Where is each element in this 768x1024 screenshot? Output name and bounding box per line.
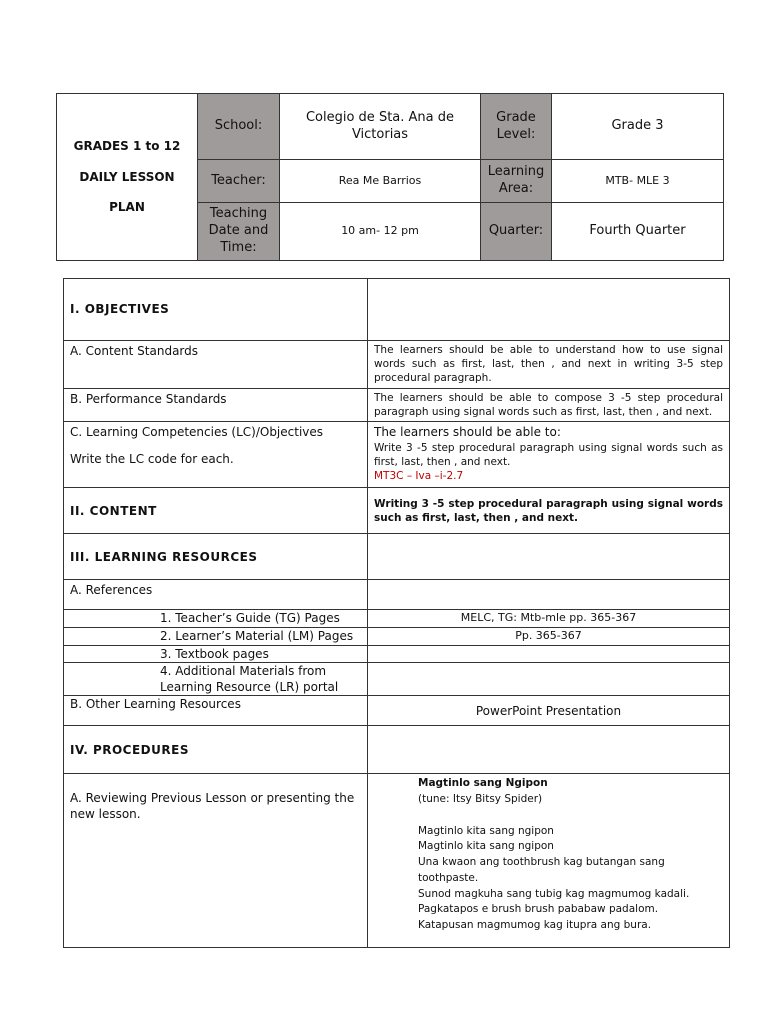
other-resources-value: PowerPoint Presentation bbox=[368, 696, 730, 726]
date-time-label: Teaching Date and Time: bbox=[198, 202, 280, 260]
lc-intro: The learners should be able to: bbox=[374, 425, 561, 440]
school-value: Colegio de Sta. Ana de Victorias bbox=[280, 94, 481, 160]
title-line-2: DAILY LESSON bbox=[79, 169, 175, 184]
date-time-value: 10 am- 12 pm bbox=[280, 202, 481, 260]
song-title: Magtinlo sang Ngipon bbox=[418, 777, 548, 790]
title-line-1: GRADES 1 to 12 bbox=[73, 138, 181, 153]
content-standards-value: The learners should be able to understand how to use signal words such as first, last, then , and next in writing 3-5 step procedural paragraph. bbox=[368, 341, 730, 389]
quarter-value: Fourth Quarter bbox=[552, 202, 724, 260]
content-value: Writing 3 -5 step procedural paragraph using signal words such as first, last, then , and next. bbox=[368, 488, 730, 534]
learning-area-value: MTB- MLE 3 bbox=[552, 160, 724, 202]
song-line: Magtinlo kita sang ngipon bbox=[418, 824, 554, 837]
teacher-value: Rea Me Barrios bbox=[280, 160, 481, 202]
textbook-pages-label: 3. Textbook pages bbox=[64, 645, 368, 662]
lc-code-instruction: Write the LC code for each. bbox=[70, 451, 234, 466]
learners-material-label: 2. Learner’s Material (LM) Pages bbox=[64, 627, 368, 645]
header-table bbox=[56, 93, 724, 261]
quarter-label: Quarter: bbox=[481, 202, 552, 260]
content-standards-label: A. Content Standards bbox=[64, 341, 368, 389]
references-label: A. References bbox=[64, 580, 368, 610]
performance-standards-label: B. Performance Standards bbox=[64, 389, 368, 422]
teachers-guide-label: 1. Teacher’s Guide (TG) Pages bbox=[64, 610, 368, 627]
lc-text: Write 3 -5 step procedural paragraph using signal words such as first, last, then , and next. bbox=[374, 441, 723, 468]
performance-standards-value: The learners should be able to compose 3 -5 step procedural paragraph using signal words such as first, last, then , and next. bbox=[368, 389, 730, 422]
grade-value: Grade 3 bbox=[552, 94, 724, 160]
lesson-plan-table bbox=[63, 278, 730, 948]
grade-label: Grade Level: bbox=[481, 94, 552, 160]
song-tune: (tune: Itsy Bitsy Spider) bbox=[418, 792, 543, 805]
title-line-3: PLAN bbox=[109, 200, 145, 215]
song-line: Sunod magkuha sang tubig kag magmumog kadali. bbox=[418, 887, 690, 900]
learning-area-label: Learning Area: bbox=[481, 160, 552, 202]
teacher-label: Teacher: bbox=[198, 160, 280, 202]
review-lesson-label bbox=[64, 774, 368, 948]
review-lesson-text: A. Reviewing Previous Lesson or presenting the new lesson. bbox=[70, 791, 355, 822]
additional-materials-label: 4. Additional Materials from Learning Resource (LR) portal bbox=[64, 662, 368, 695]
procedures-heading: IV. PROCEDURES bbox=[64, 726, 368, 774]
teachers-guide-value: MELC, TG: Mtb-mle pp. 365-367 bbox=[368, 610, 730, 627]
objectives-heading: I. OBJECTIVES bbox=[64, 279, 368, 341]
song-line: Katapusan magmumog kag itupra ang bura. bbox=[418, 919, 652, 932]
learners-material-value: Pp. 365-367 bbox=[368, 627, 730, 645]
other-resources-label: B. Other Learning Resources bbox=[64, 696, 368, 726]
song-line: Una kwaon ang toothbrush kag butangan sang toothpaste. bbox=[418, 856, 665, 884]
learning-resources-heading: III. LEARNING RESOURCES bbox=[64, 534, 368, 580]
song-line: Pagkatapos e brush brush pababaw padalom. bbox=[418, 903, 659, 916]
learning-competencies-cell bbox=[64, 422, 368, 488]
lesson-plan-title bbox=[57, 94, 198, 261]
learning-competencies-value bbox=[368, 422, 730, 488]
content-heading: II. CONTENT bbox=[64, 488, 368, 534]
lc-code: MT3C – Iva –i-2.7 bbox=[374, 469, 464, 482]
school-label: School: bbox=[198, 94, 280, 160]
learning-competencies-label: C. Learning Competencies (LC)/Objectives bbox=[70, 425, 324, 440]
song-line: Magtinlo kita sang ngipon bbox=[418, 840, 554, 853]
song-cell bbox=[368, 774, 730, 948]
